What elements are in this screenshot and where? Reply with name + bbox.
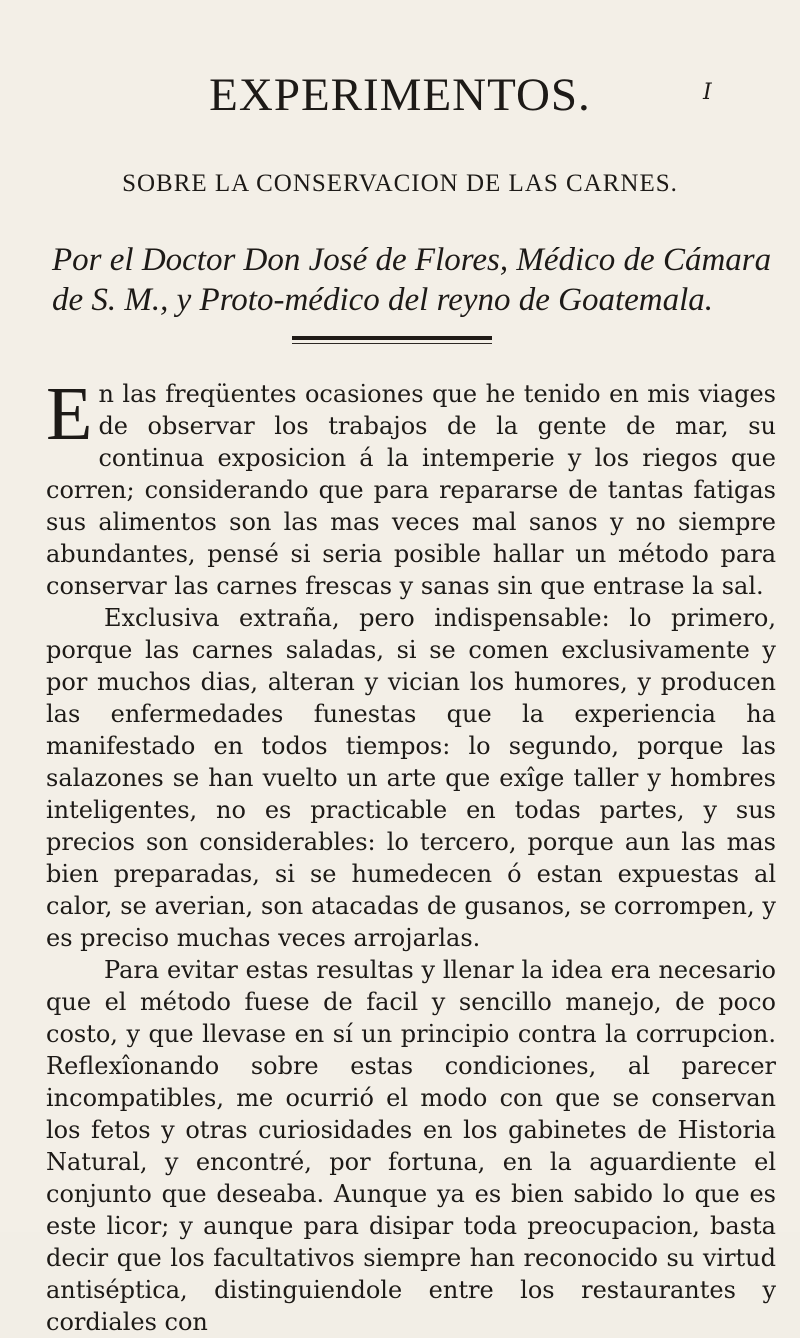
page-title: EXPERIMENTOS. <box>209 69 591 121</box>
page-number: I <box>703 80 712 105</box>
paragraph-2: Exclusiva extraña, pero indispensable: lo primero, porque las carnes saladas, si se comen exclusivamente y por muchos dias, alteran y vician los humores, y producen las enfermedades funestas que la experiencia ha manifestado en todos tiempos: lo segundo, porque las salazones se han vuelto un arte que exîge taller y hombres inteligentes, no es practicable en todas partes, y sus precios son considerables: lo tercero, porque aun las mas bien preparadas, si se humedecen ó estan expuestas al calor, se averian, son atacadas de gusanos, se corrompen, y es preciso muchas veces arrojarlas. <box>46 604 776 952</box>
paragraph-1 <box>46 372 776 602</box>
page-subtitle: SOBRE LA CONSERVACION DE LAS CARNES. <box>122 170 678 197</box>
drop-cap: E <box>46 372 93 456</box>
main-text <box>46 372 776 1338</box>
paragraph-1-text: n las freqüentes ocasiones que he tenido en mis viages de observar los trabajos de la gente de mar, su continua exposicion á la intemperie y los riegos que corren; considerando que para repararse de tantas fatigas sus alimentos son las mas veces mal sanos y no siempre abundantes, pensé si seria posible hallar un método para conservar las carnes frescas y sanas sin que entrase la sal. <box>46 380 776 600</box>
paragraph-3: Para evitar estas resultas y llenar la idea era necesario que el método fuese de facil y sencillo manejo, de poco costo, y que llevase en sí un principio contra la corrupcion. Reflexîonando sobre estas condiciones, al parecer incompatibles, me ocurrió el modo con que se conservan los fetos y otras curiosidades en los gabinetes de Historia Natural, y encontré, por fortuna, en la aguardiente el conjunto que deseaba. Aunque ya es bien sabido lo que es este licor; y aunque para disipar toda preocupacion, basta decir que los facultativos siempre han reconocido su virtud antiséptica, distinguiendole entre los restaurantes y cordiales con <box>46 956 776 1336</box>
decorative-rule-thin <box>292 343 492 344</box>
author-byline: Por el Doctor Don José de Flores, Médico de Cámara de S. M., y Proto-médico del reyno de Goatemala. <box>52 242 772 318</box>
decorative-rule-thick <box>292 336 492 340</box>
